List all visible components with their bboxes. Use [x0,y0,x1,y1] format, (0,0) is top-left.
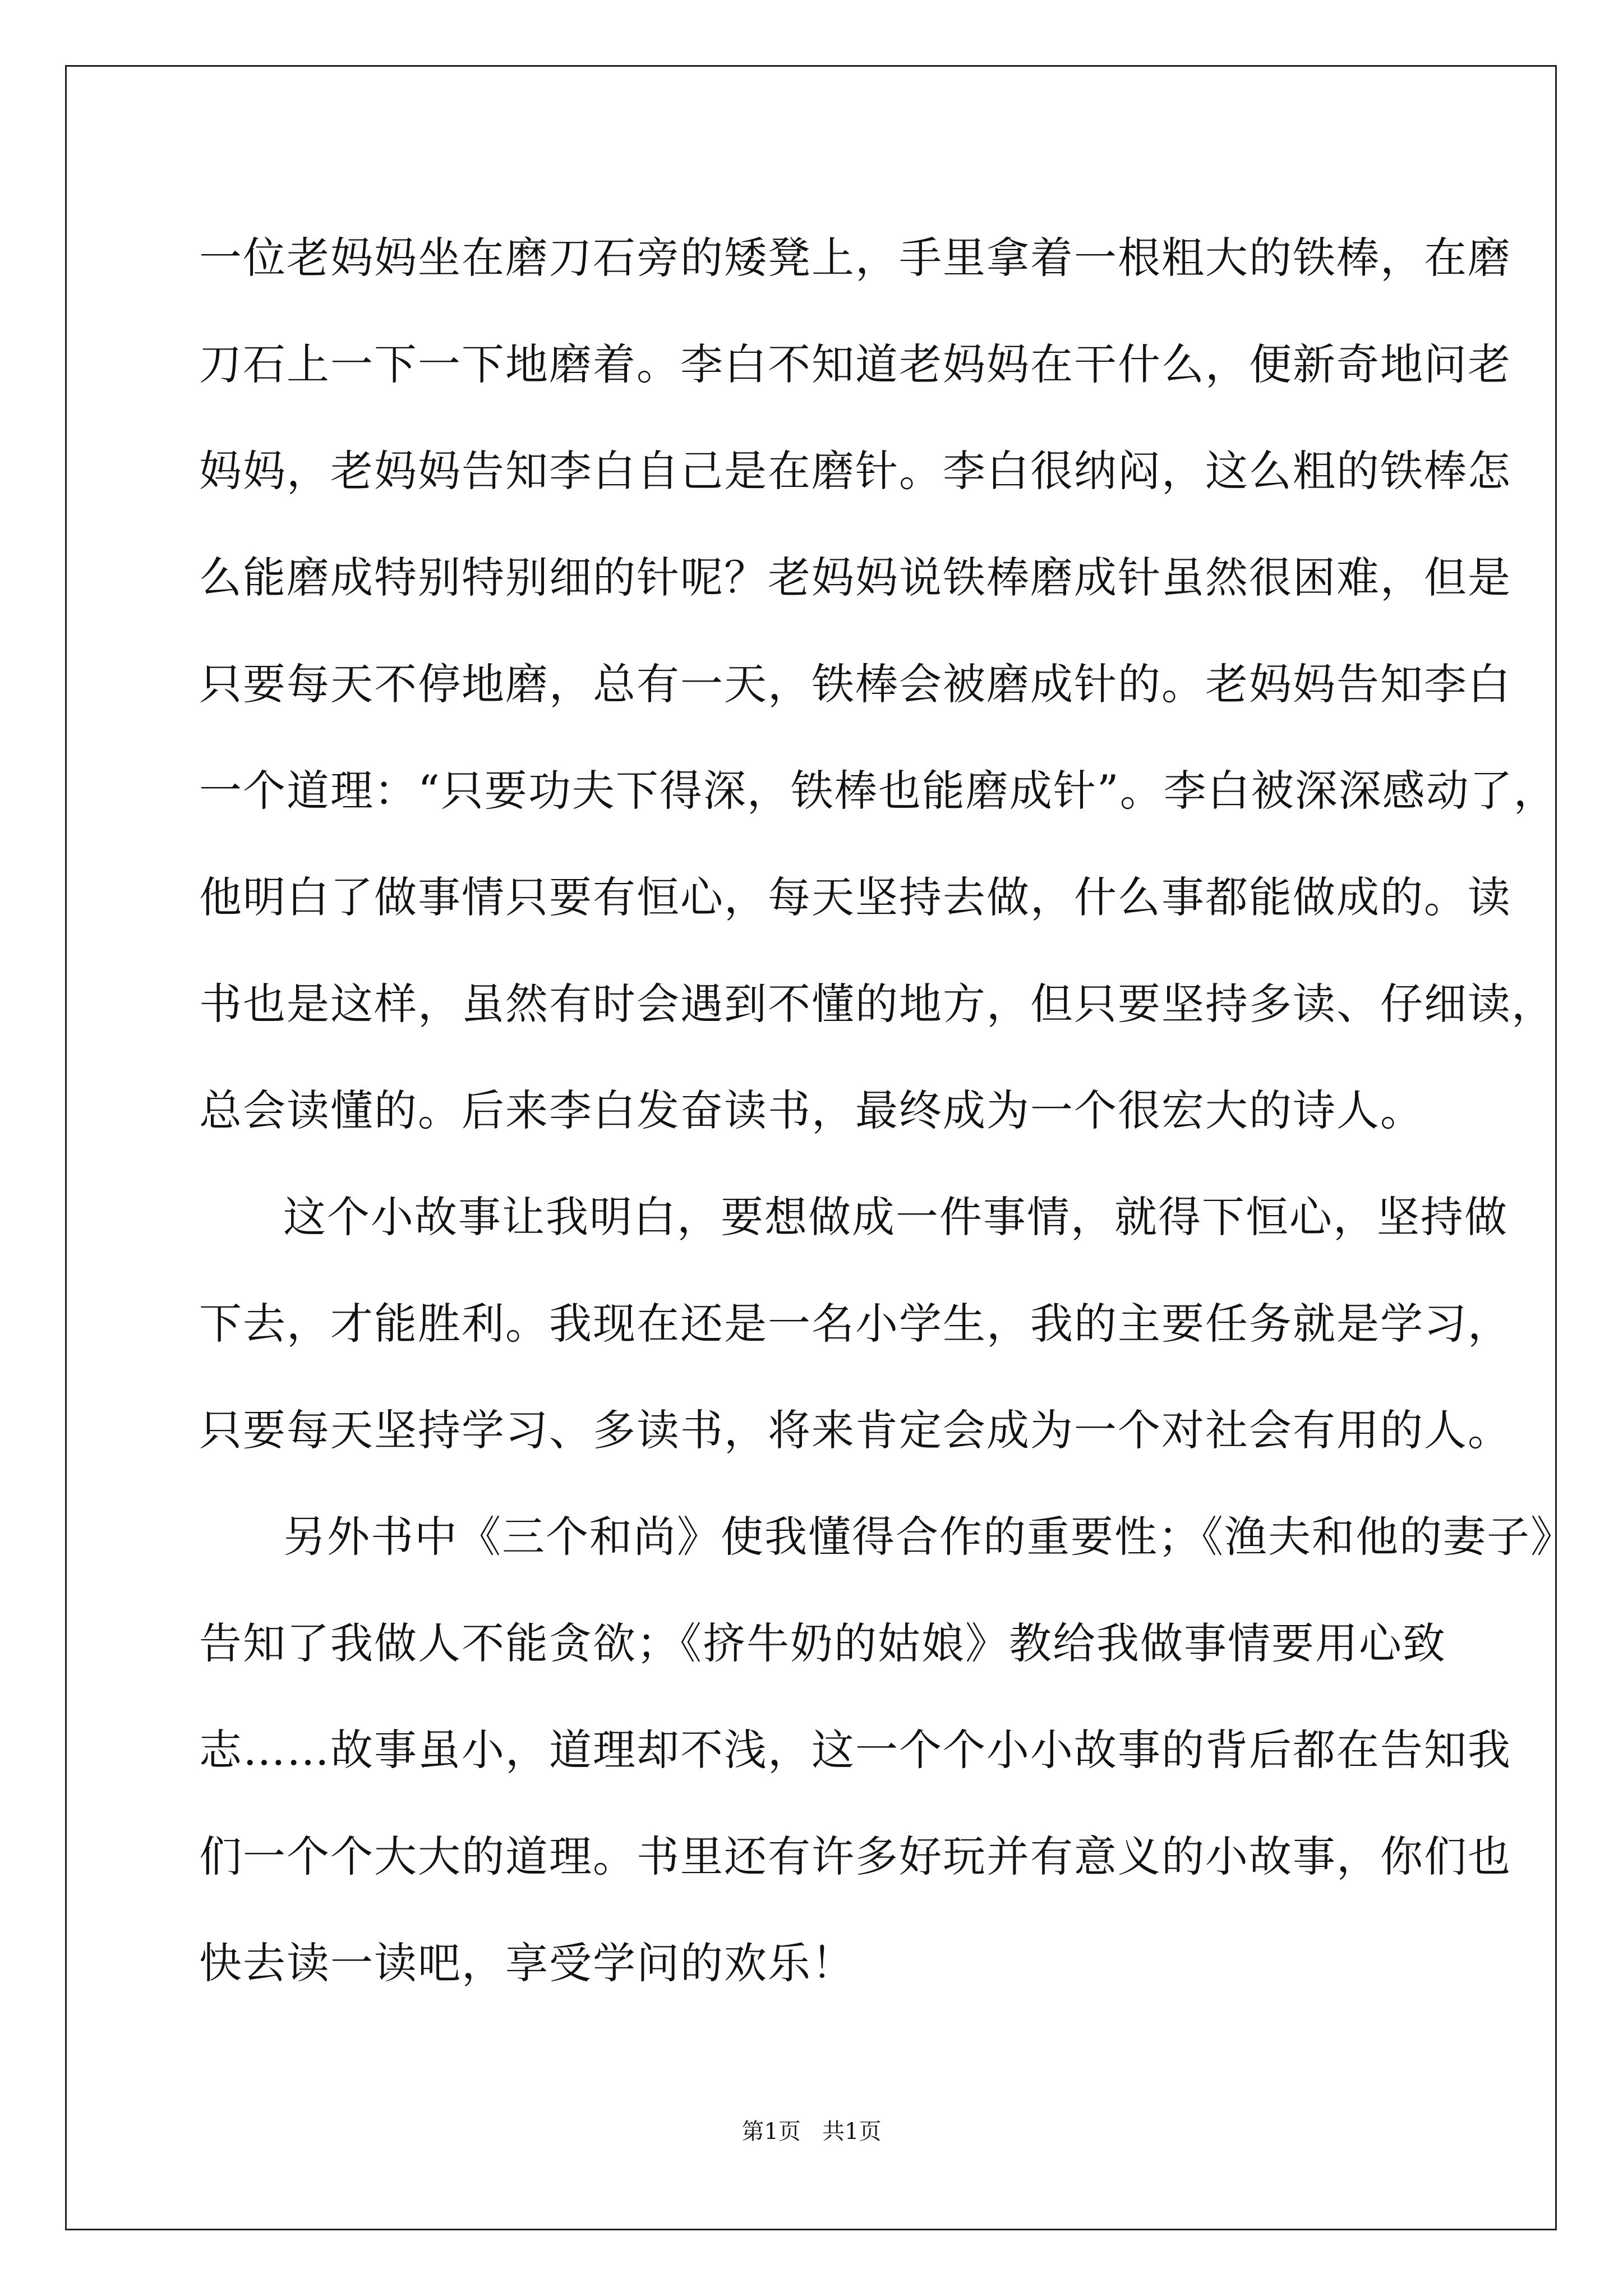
text-line-paragraph-start: 这个小故事让我明白，要想做成一件事情，就得下恒心，坚持做 [283,1192,1508,1242]
text-line: 妈妈，老妈妈告知李白自己是在磨针。李白很纳闷，这么粗的铁棒怎 [199,446,1511,496]
text-line: 只要每天坚持学习、多读书，将来肯定会成为一个对社会有用的人。 [199,1405,1511,1455]
text-line: 总会读懂的。后来李白发奋读书，最终成为一个很宏大的诗人。 [199,1085,1424,1135]
text-line: 下去，才能胜利。我现在还是一名小学生，我的主要任务就是学习， [199,1299,1511,1349]
text-line: 们一个个大大的道理。书里还有许多好玩并有意义的小故事，你们也 [199,1832,1511,1881]
text-line: 么能磨成特别特别细的针呢？老妈妈说铁棒磨成针虽然很困难，但是 [199,553,1511,602]
text-line: 告知了我做人不能贪欲；《挤牛奶的姑娘》教给我做事情要用心致 [199,1618,1446,1668]
text-line: 志……故事虽小，道理却不浅，这一个个小小故事的背后都在告知我 [199,1725,1511,1775]
text-line: 一位老妈妈坐在磨刀石旁的矮凳上，手里拿着一根粗大的铁棒，在磨 [199,233,1511,283]
text-line: 他明白了做事情只要有恒心，每天坚持去做，什么事都能做成的。读 [199,872,1511,922]
text-line: 快去读一读吧，享受学问的欢乐！ [199,1938,855,1988]
text-line: 书也是这样，虽然有时会遇到不懂的地方，但只要坚持多读、仔细读， [199,979,1555,1029]
text-line: 一个道理：“只要功夫下得深，铁棒也能磨成针”。李白被深深感动了， [199,766,1557,816]
document-body [199,216,1574,2028]
text-line: 刀石上一下一下地磨着。李白不知道老妈妈在干什么，便新奇地问老 [199,339,1511,389]
text-line-paragraph-start: 另外书中《三个和尚》使我懂得合作的重要性；《渔夫和他的妻子》 [283,1512,1574,1562]
text-line: 只要每天不停地磨，总有一天，铁棒会被磨成针的。老妈妈告知李白 [199,659,1511,709]
page-footer: 第1页 共1页 [741,2119,882,2145]
